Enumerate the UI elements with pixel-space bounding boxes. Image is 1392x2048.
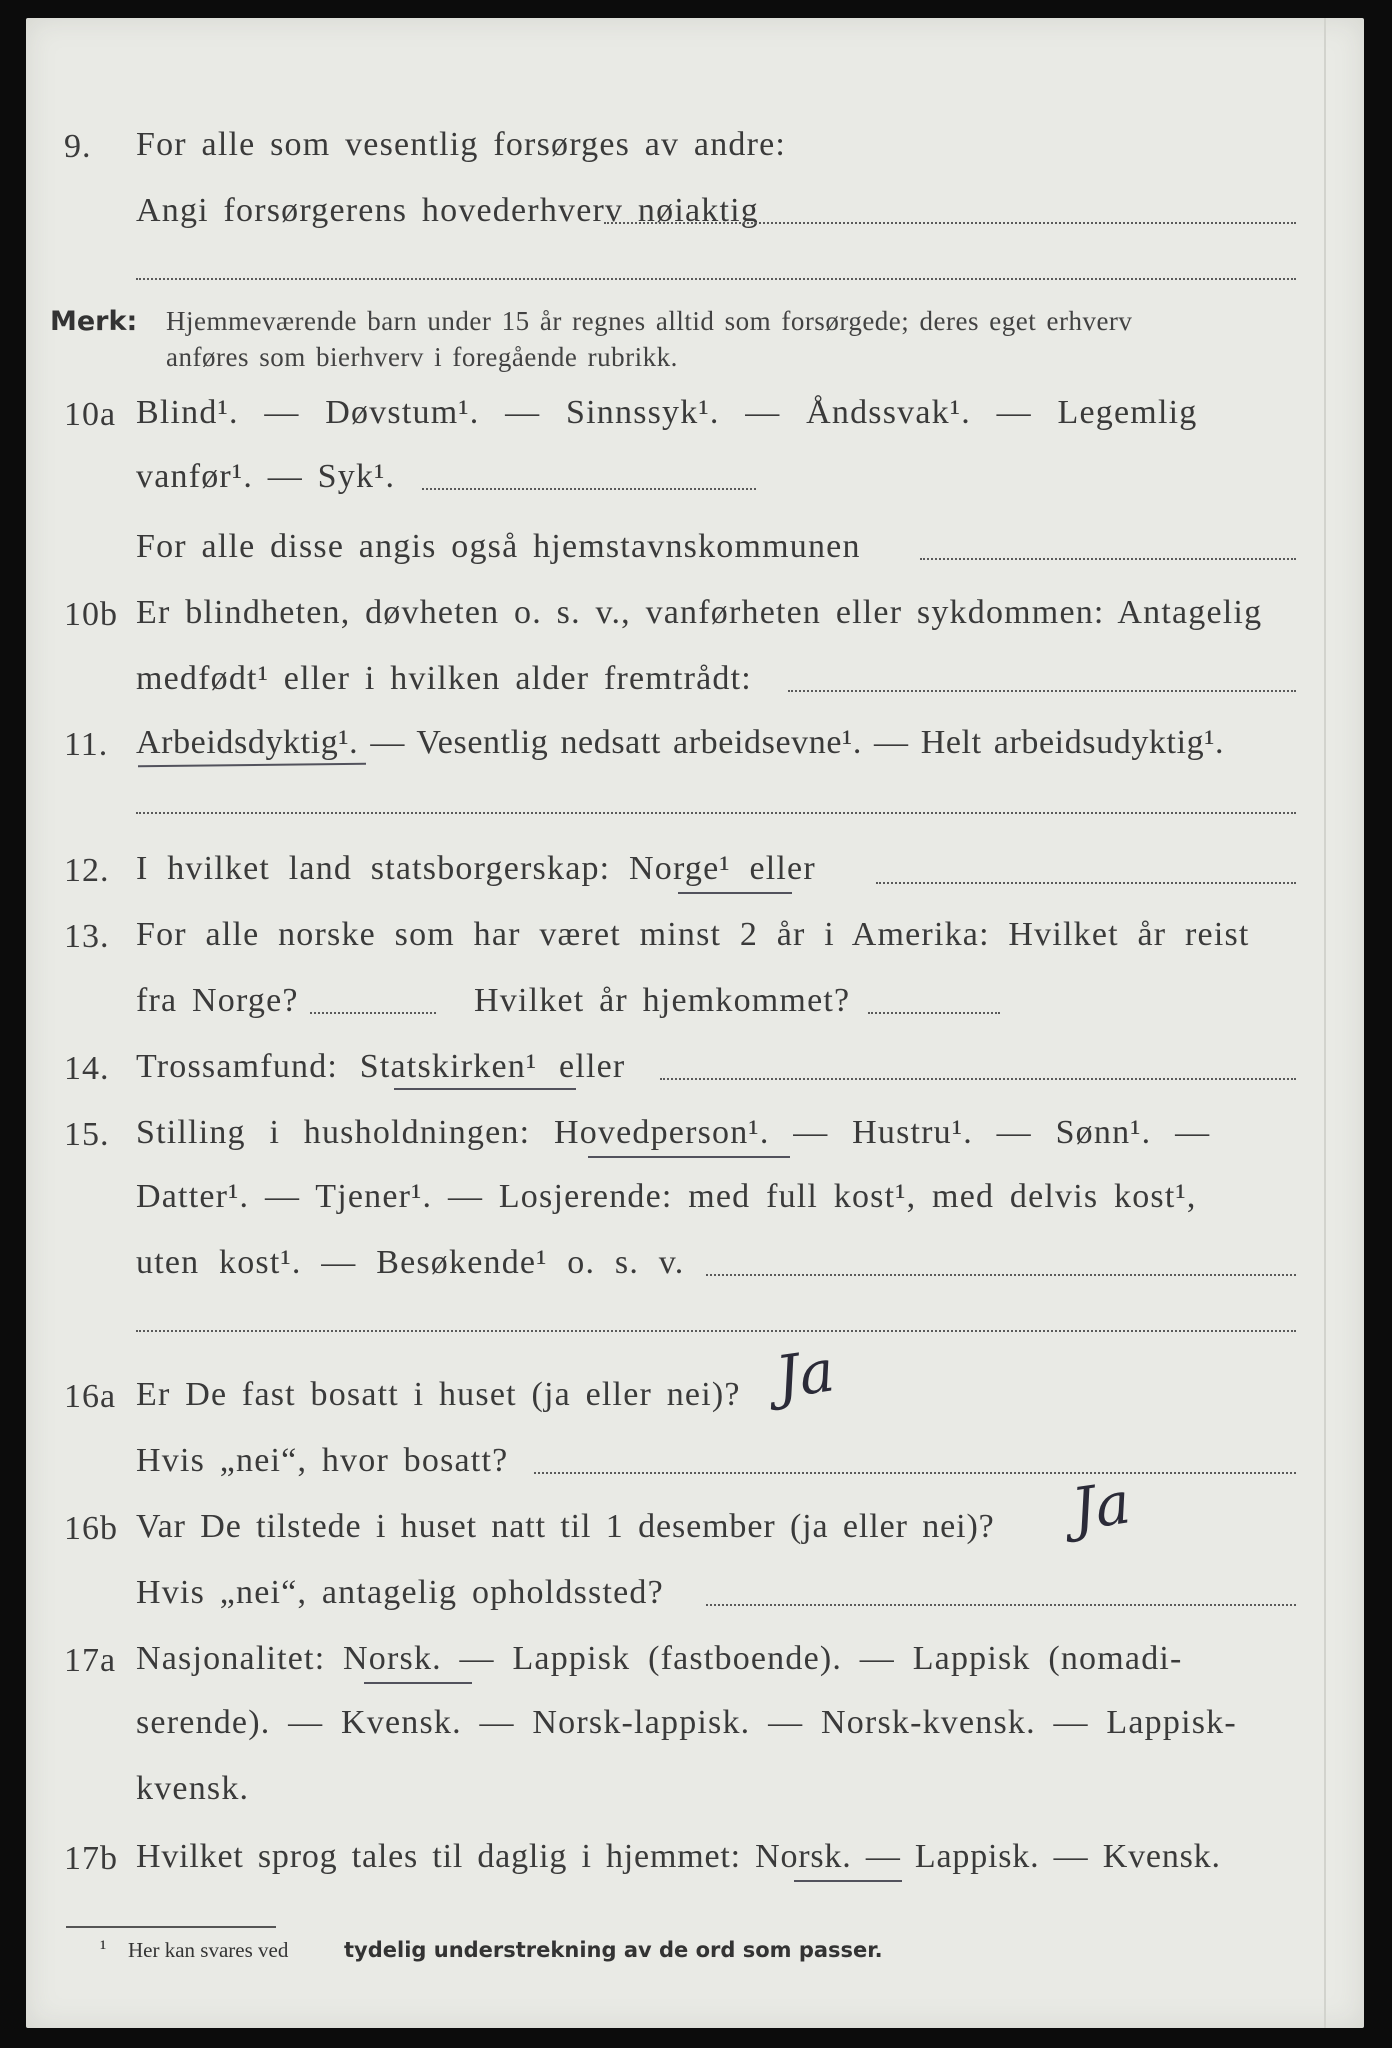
q17b-underline-norsk	[794, 1880, 902, 1882]
q16a-answer-line[interactable]	[534, 1472, 1296, 1474]
q16b-answer-line[interactable]	[706, 1604, 1296, 1606]
q13-reist-line[interactable]	[310, 1012, 436, 1014]
q10a-answer-line[interactable]	[422, 488, 756, 490]
q14-text1: Trossamfund: Statskirken¹ eller	[136, 1048, 626, 1085]
q13-line2	[26, 972, 1364, 1034]
q11-line1	[26, 714, 1364, 776]
q10b-line1	[26, 584, 1364, 646]
q10a-line3	[26, 518, 1364, 580]
q16b-number: 16b	[64, 1510, 118, 1547]
q15-line2	[26, 1168, 1364, 1230]
q10b-number: 10b	[64, 596, 118, 633]
q10b-text1: Er blindheten, døvheten o. s. v., vanførheten eller sykdommen: Antagelig	[136, 594, 1263, 631]
q10a-text3: For alle disse angis også hjemstavnskommunen	[136, 528, 861, 565]
q9-line1	[26, 116, 1364, 178]
q9-answer-line[interactable]	[604, 222, 1296, 224]
q15-number: 15.	[64, 1116, 110, 1153]
q17b-number: 17b	[64, 1840, 118, 1877]
q15-answer-line[interactable]	[706, 1274, 1296, 1276]
merk-line2	[26, 330, 1364, 392]
q10a-line2	[26, 448, 1364, 510]
q10b-text2: medfødt¹ eller i hvilken alder fremtrådt:	[136, 660, 752, 697]
q16a-handwritten-answer[interactable]: Ja	[771, 1336, 839, 1412]
q15-line1	[26, 1104, 1364, 1166]
q13-text2a: fra Norge?	[136, 982, 299, 1019]
q16b-line1	[26, 1468, 1364, 1560]
q11-answer-line[interactable]	[136, 812, 1296, 814]
q12-underline-norge	[678, 892, 792, 894]
q9-line2	[26, 182, 1364, 244]
q16a-number: 16a	[64, 1378, 117, 1415]
q16b-line2	[26, 1564, 1364, 1626]
q11-line2	[26, 770, 1364, 832]
q16b-text1: Var De tilstede i huset natt til 1 desember (ja eller nei)?	[136, 1508, 995, 1545]
q13-text1: For alle norske som har været minst 2 år i Amerika: Hvilket år reist	[136, 916, 1250, 953]
q13-line1	[26, 906, 1364, 968]
q17b-text1: Hvilket sprog tales til daglig i hjemmet: Norsk. — Lappisk. — Kvensk.	[136, 1838, 1221, 1875]
q12-line1	[26, 840, 1364, 902]
merk-label: Merk:	[50, 306, 138, 337]
q16b-handwritten-answer[interactable]: Ja	[1067, 1468, 1135, 1544]
q9-text1: For alle som vesentlig forsørges av andre:	[136, 126, 787, 163]
footnote-text-b: tydelig understrekning av de ord som passer.	[344, 1938, 883, 1962]
q17a-text2: serende). — Kvensk. — Norsk-lappisk. — Norsk-kvensk. — Lappisk-	[136, 1704, 1237, 1741]
merk-text1: Hjemmeværende barn under 15 år regnes alltid som forsørgede; deres eget erhverv	[166, 306, 1133, 336]
footnote-rule	[66, 1926, 276, 1928]
q11-text1: Arbeidsdyktig¹. — Vesentlig nedsatt arbeidsevne¹. — Helt arbeidsudyktig¹.	[136, 724, 1225, 761]
q9-number: 9.	[64, 128, 92, 165]
q17a-line3	[26, 1760, 1364, 1822]
q15-text1: Stilling i husholdningen: Hovedperson¹. — Hustru¹. — Sønn¹. —	[136, 1114, 1211, 1151]
q16a-line1	[26, 1336, 1364, 1428]
q14-answer-line[interactable]	[660, 1078, 1296, 1080]
q15-text3: uten kost¹. — Besøkende¹ o. s. v.	[136, 1244, 685, 1281]
q10a-line1	[26, 384, 1364, 446]
footnote-text-a: Her kan svares ved	[128, 1938, 289, 1962]
q15-text2: Datter¹. — Tjener¹. — Losjerende: med full kost¹, med delvis kost¹,	[136, 1178, 1197, 1215]
q10b-answer-line[interactable]	[788, 690, 1296, 692]
q17a-text1: Nasjonalitet: Norsk. — Lappisk (fastboende). — Lappisk (nomadi-	[136, 1640, 1183, 1677]
q17a-line2	[26, 1694, 1364, 1756]
q10a-text2: vanfør¹. — Syk¹.	[136, 458, 396, 495]
q9-answer-line2[interactable]	[136, 278, 1296, 280]
q12-answer-line[interactable]	[876, 882, 1296, 884]
q11-number: 11.	[64, 726, 109, 763]
census-form-sheet	[26, 18, 1364, 2028]
q17a-underline-norsk	[364, 1682, 472, 1684]
q15-answer-line2[interactable]	[136, 1330, 1296, 1332]
q14-number: 14.	[64, 1050, 110, 1087]
q16a-text1: Er De fast bosatt i huset (ja eller nei)?	[136, 1376, 741, 1413]
q9-text2: Angi forsørgerens hovederhverv nøiaktig	[136, 192, 759, 229]
q10b-line2	[26, 650, 1364, 712]
q10a-kommune-line[interactable]	[920, 558, 1296, 560]
q13-text2b: Hvilket år hjemkommet?	[474, 982, 851, 1019]
q17a-text3: kvensk.	[136, 1770, 250, 1807]
q16a-line2	[26, 1432, 1364, 1494]
q16b-text2: Hvis „nei“, antagelig opholdssted?	[136, 1574, 664, 1611]
q14-underline-statskirken	[394, 1088, 576, 1090]
q11-underline-arbeidsdyktig	[138, 763, 366, 767]
q17b-line1	[26, 1828, 1364, 1890]
q10a-text1: Blind¹. — Døvstum¹. — Sinnssyk¹. — Åndssvak¹. — Legemlig	[136, 394, 1198, 431]
q15-line4	[26, 1286, 1364, 1348]
q16a-text2: Hvis „nei“, hvor bosatt?	[136, 1442, 509, 1479]
q10a-number: 10a	[64, 396, 117, 433]
q17a-number: 17a	[64, 1642, 117, 1679]
q12-text1: I hvilket land statsborgerskap: Norge¹ eller	[136, 850, 816, 887]
q14-line1	[26, 1038, 1364, 1100]
q13-number: 13.	[64, 918, 110, 955]
q12-number: 12.	[64, 852, 110, 889]
q17a-line1	[26, 1630, 1364, 1692]
footnote-mark: ¹	[100, 1936, 107, 1960]
footnote	[26, 1932, 1364, 1966]
q13-hjemkommet-line[interactable]	[868, 1012, 1000, 1014]
q15-underline-hovedperson	[588, 1156, 790, 1158]
q9-line3	[26, 236, 1364, 298]
merk-text2: anføres som bierhverv i foregående rubrikk.	[166, 342, 678, 372]
